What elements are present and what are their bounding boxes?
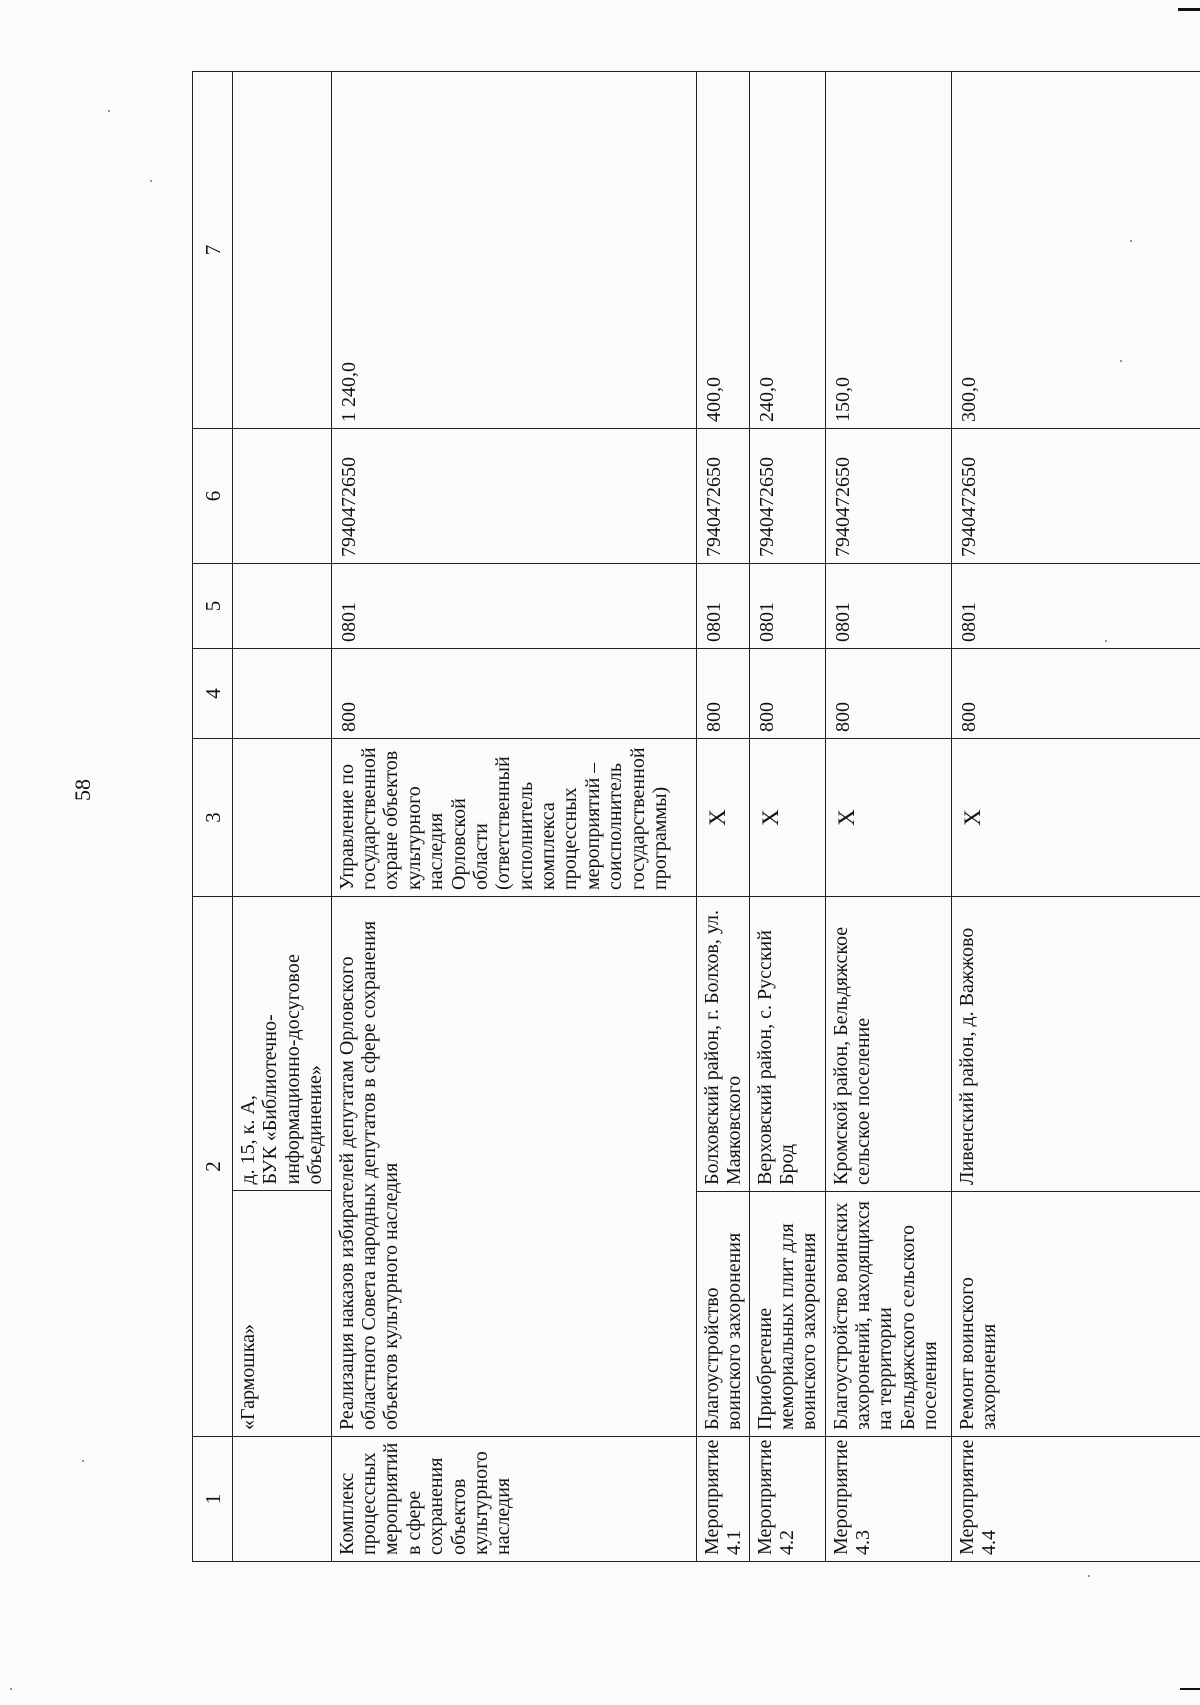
scan-edge-mark <box>1180 1688 1200 1690</box>
table-row <box>951 72 1200 1562</box>
scan-speck <box>1088 1575 1090 1577</box>
header-col-7: 7 <box>193 72 233 429</box>
complex-description: Реализация наказов избирателей депутатам Орловского областного Совета народных депутатов в сфере сохранения объектов культурного наследия <box>331 897 696 1437</box>
header-col-2: 2 <box>193 897 233 1437</box>
complex-code-6: 7940472650 <box>331 429 696 564</box>
row-executor: Х <box>951 739 1200 897</box>
row-code-4: 800 <box>696 649 749 739</box>
row-code-4: 800 <box>749 649 825 739</box>
scan-speck <box>1130 240 1132 242</box>
row-location: Ливенский район, д. Важжово <box>951 897 1200 1192</box>
cont-cell-3 <box>233 739 332 897</box>
row-code-5: 0801 <box>825 564 951 649</box>
row-location: Болховский район, г. Болхов, ул. Маяковского <box>696 897 749 1192</box>
scan-edge-mark <box>1178 8 1200 11</box>
row-title: Мероприятие 4.3 <box>825 1437 951 1562</box>
cont-cell-4 <box>233 649 332 739</box>
row-title: Мероприятие 4.1 <box>696 1437 749 1562</box>
cont-cell-5 <box>233 564 332 649</box>
complex-code-4: 800 <box>331 649 696 739</box>
row-code-6: 7940472650 <box>696 429 749 564</box>
row-code-5: 0801 <box>951 564 1200 649</box>
row-activity: Ремонт воинского захоронения <box>951 1192 1200 1437</box>
row-executor: Х <box>825 739 951 897</box>
scan-speck <box>82 1460 84 1462</box>
continuation-row <box>233 72 332 1562</box>
complex-title: Комплекс процессных мероприятий в сфере сохранения объектов культурного наследия <box>331 1437 696 1562</box>
row-amount: 150,0 <box>825 72 951 429</box>
row-code-5: 0801 <box>749 564 825 649</box>
row-title: Мероприятие 4.2 <box>749 1437 825 1562</box>
scan-speck <box>10 1688 12 1690</box>
cont-cell-2 <box>233 897 332 1437</box>
row-amount: 240,0 <box>749 72 825 429</box>
header-col-4: 4 <box>193 649 233 739</box>
row-code-4: 800 <box>825 649 951 739</box>
page-number: 58 <box>70 779 95 801</box>
row-code-6: 7940472650 <box>825 429 951 564</box>
row-title: Мероприятие 4.4 <box>951 1437 1200 1562</box>
row-activity: Приобретение мемориальных плит для воинского захоронения <box>749 1192 825 1437</box>
row-location: Верховский район, с. Русский Брод <box>749 897 825 1192</box>
row-executor: Х <box>696 739 749 897</box>
header-col-3: 3 <box>193 739 233 897</box>
table-row <box>749 72 825 1562</box>
header-col-5: 5 <box>193 564 233 649</box>
cont-subtable <box>233 897 331 1436</box>
cont-cell-1 <box>233 1437 332 1562</box>
complex-row <box>331 72 696 1562</box>
row-amount: 400,0 <box>696 72 749 429</box>
row-activity: Благоустройство воинского захоронения <box>696 1192 749 1437</box>
row-executor: Х <box>749 739 825 897</box>
cont-cell-6 <box>233 429 332 564</box>
row-amount: 300,0 <box>951 72 1200 429</box>
table-row <box>825 72 951 1562</box>
row-code-6: 7940472650 <box>951 429 1200 564</box>
scan-speck <box>1120 360 1122 362</box>
scan-speck <box>150 180 152 182</box>
row-code-6: 7940472650 <box>749 429 825 564</box>
header-row <box>193 72 233 1562</box>
complex-code-5: 0801 <box>331 564 696 649</box>
header-col-6: 6 <box>193 429 233 564</box>
scan-speck <box>108 110 110 112</box>
cont-object-name: «Гармошка» <box>233 1191 331 1436</box>
row-code-4: 800 <box>951 649 1200 739</box>
row-activity: Благоустройство воинских захоронений, находящихся на территории Бельдяжского сельского поселения <box>825 1192 951 1437</box>
complex-amount: 1 240,0 <box>331 72 696 429</box>
rotated-table-stage <box>192 72 1200 1562</box>
cont-address: д. 15, к. А, БУК «Библиотечно-информационно-досуговое объединение» <box>237 954 327 1185</box>
data-table <box>192 71 1200 1562</box>
row-code-5: 0801 <box>696 564 749 649</box>
complex-executor: Управление по государственной охране объектов культурного наследия Орловской области (ответственный исполнитель комплекса процессных мероприятий – соисполнитель государственной программы) <box>331 739 696 897</box>
row-location: Кромской район, Бельдяжское сельское поселение <box>825 897 951 1192</box>
table-row <box>696 72 749 1562</box>
scan-speck <box>1105 640 1107 642</box>
cont-cell-7 <box>233 72 332 429</box>
header-col-1: 1 <box>193 1437 233 1562</box>
